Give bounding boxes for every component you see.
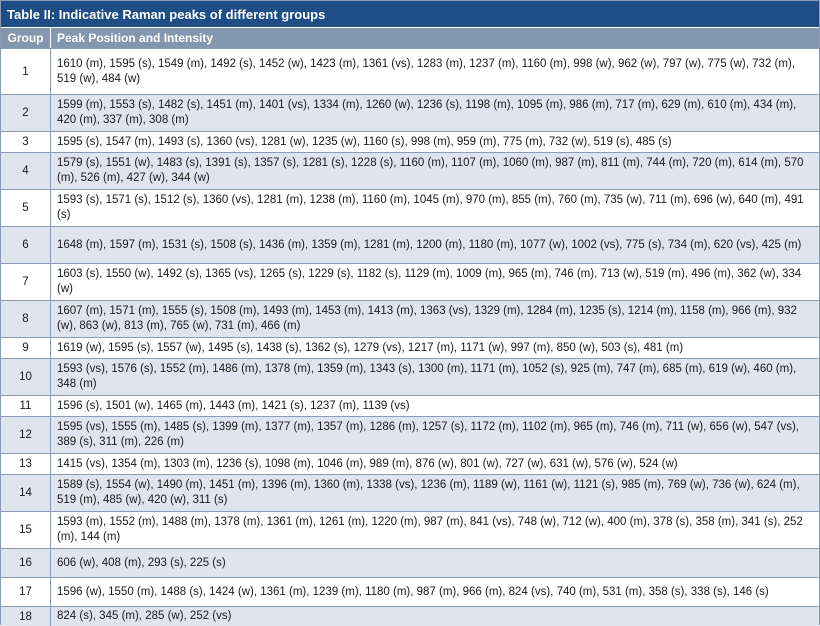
peaks-cell: 1415 (vs), 1354 (m), 1303 (m), 1236 (s), 1098 (m), 1046 (m), 989 (m), 876 (w), 801 (w), 727 (w), 631 (w), 576 (w), 524 (w): [57, 457, 678, 470]
group-cell: 13: [1, 454, 51, 474]
table-row: [1, 511, 819, 548]
peaks-cell: 1589 (s), 1554 (w), 1490 (m), 1451 (m), 1396 (m), 1360 (m), 1338 (vs), 1236 (m), 1189 (w), 1161 (w), 1121 (s), 985 (m), 769 (w), 736 (w), 624 (m), 519 (m), 485 (w), 420 (w), 311 (s): [57, 479, 800, 506]
group-cell: 3: [1, 132, 51, 152]
peaks-cell: 1596 (s), 1501 (w), 1465 (m), 1443 (m), 1421 (s), 1237 (m), 1139 (vs): [57, 399, 410, 412]
table-row: [1, 358, 819, 395]
peaks-cell: 1579 (s), 1551 (w), 1483 (s), 1391 (s), 1357 (s), 1281 (s), 1228 (s), 1160 (m), 1107 (m), 1060 (m), 987 (m), 811 (m), 744 (m), 720 (m), 614 (m), 570 (m), 526 (m), 427 (w), 344 (w): [57, 157, 804, 184]
peaks-cell: 1593 (vs), 1576 (s), 1552 (m), 1486 (m), 1378 (m), 1359 (m), 1343 (s), 1300 (m), 1171 (m), 1052 (s), 925 (m), 747 (m), 685 (m), 619 (w), 460 (m), 348 (m): [57, 363, 797, 390]
table-row: [1, 131, 819, 152]
table-row: [1, 263, 819, 300]
group-cell: 10: [1, 359, 51, 395]
table-row: [1, 226, 819, 263]
peaks-cell: 1596 (w), 1550 (m), 1488 (s), 1424 (w), 1361 (m), 1239 (m), 1180 (m), 987 (m), 966 (m), 824 (vs), 740 (m), 531 (m), 358 (s), 338 (s), 146 (s): [57, 585, 769, 598]
table-row: [1, 94, 819, 131]
peaks-cell: 1603 (s), 1550 (w), 1492 (s), 1365 (vs), 1265 (s), 1229 (s), 1182 (s), 1129 (m), 1009 (m), 965 (m), 746 (m), 713 (w), 519 (m), 496 (m), 362 (w), 334 (w): [57, 268, 802, 295]
table-body: [1, 48, 819, 626]
group-cell: 7: [1, 264, 51, 300]
table-row: [1, 474, 819, 511]
group-cell: 8: [1, 301, 51, 337]
peaks-cell: 1595 (vs), 1555 (m), 1485 (s), 1399 (m), 1377 (m), 1357 (m), 1286 (m), 1257 (s), 1172 (m), 1102 (m), 965 (m), 746 (m), 711 (w), 656 (w), 547 (vs), 389 (s), 311 (m), 226 (m): [57, 421, 800, 448]
peaks-cell: 1648 (m), 1597 (m), 1531 (s), 1508 (s), 1436 (m), 1359 (m), 1281 (m), 1200 (m), 1180 (m), 1077 (w), 1002 (vs), 775 (s), 734 (m), 620 (vs), 425 (m): [57, 238, 802, 251]
peaks-cell: 1593 (s), 1571 (s), 1512 (s), 1360 (vs), 1281 (m), 1238 (m), 1160 (m), 1045 (m), 970 (m), 855 (m), 760 (m), 735 (w), 711 (m), 696 (w), 640 (m), 491 (s): [57, 194, 804, 221]
table-header-row: [1, 28, 819, 48]
table-row: [1, 416, 819, 453]
peaks-cell: 1610 (m), 1595 (s), 1549 (m), 1492 (s), 1452 (w), 1423 (m), 1361 (vs), 1283 (m), 1237 (m), 1160 (m), 998 (w), 962 (w), 797 (w), 775 (w), 732 (m), 519 (w), 484 (w): [57, 57, 795, 85]
group-cell: 15: [1, 512, 51, 548]
group-cell: 11: [1, 396, 51, 416]
group-cell: 4: [1, 153, 51, 189]
table-title: Table II: Indicative Raman peaks of different groups: [1, 1, 819, 28]
table-row: [1, 300, 819, 337]
group-cell: 16: [1, 549, 51, 577]
group-cell: 1: [1, 49, 51, 94]
peaks-cell: 1599 (m), 1553 (s), 1482 (s), 1451 (m), 1401 (vs), 1334 (m), 1260 (w), 1236 (s), 1198 (m), 1095 (m), 986 (m), 717 (m), 629 (m), 610 (m), 434 (m), 420 (m), 337 (m), 308 (m): [57, 99, 797, 126]
group-cell: 2: [1, 95, 51, 131]
table-row: [1, 453, 819, 474]
table-row: [1, 606, 819, 626]
table-row: [1, 337, 819, 358]
peaks-cell: 824 (s), 345 (m), 285 (w), 252 (vs): [57, 610, 232, 622]
table-row: [1, 548, 819, 577]
header-peaks: Peak Position and Intensity: [57, 31, 214, 45]
group-cell: 9: [1, 338, 51, 358]
table-row: [1, 152, 819, 189]
group-cell: 18: [1, 607, 51, 626]
peaks-cell: 1593 (m), 1552 (m), 1488 (m), 1378 (m), 1361 (m), 1261 (m), 1220 (m), 987 (m), 841 (vs), 748 (w), 712 (w), 400 (m), 378 (s), 358 (m), 341 (s), 252 (m), 144 (m): [57, 516, 803, 543]
table-row: [1, 189, 819, 226]
peaks-cell: 1595 (s), 1547 (m), 1493 (s), 1360 (vs), 1281 (w), 1235 (w), 1160 (s), 998 (m), 959 (m), 775 (m), 732 (w), 519 (s), 485 (s): [57, 135, 672, 148]
group-cell: 14: [1, 475, 51, 511]
peaks-cell: 1607 (m), 1571 (m), 1555 (s), 1508 (m), 1493 (m), 1453 (m), 1413 (m), 1363 (vs), 1329 (m), 1284 (m), 1235 (s), 1214 (m), 1158 (m), 966 (m), 932 (w), 863 (w), 813 (m), 765 (w), 731 (m), 466 (m): [57, 305, 797, 332]
peaks-cell: 1619 (w), 1595 (s), 1557 (w), 1495 (s), 1438 (s), 1362 (s), 1279 (vs), 1217 (m), 1171 (w), 997 (m), 850 (w), 503 (s), 481 (m): [57, 341, 684, 354]
header-group: Group: [1, 28, 51, 48]
group-cell: 5: [1, 190, 51, 226]
group-cell: 12: [1, 417, 51, 453]
group-cell: 6: [1, 227, 51, 263]
group-cell: 17: [1, 578, 51, 606]
table-row: [1, 395, 819, 416]
table-row: [1, 48, 819, 94]
peaks-cell: 606 (w), 408 (m), 293 (s), 225 (s): [57, 556, 226, 569]
table-row: [1, 577, 819, 606]
